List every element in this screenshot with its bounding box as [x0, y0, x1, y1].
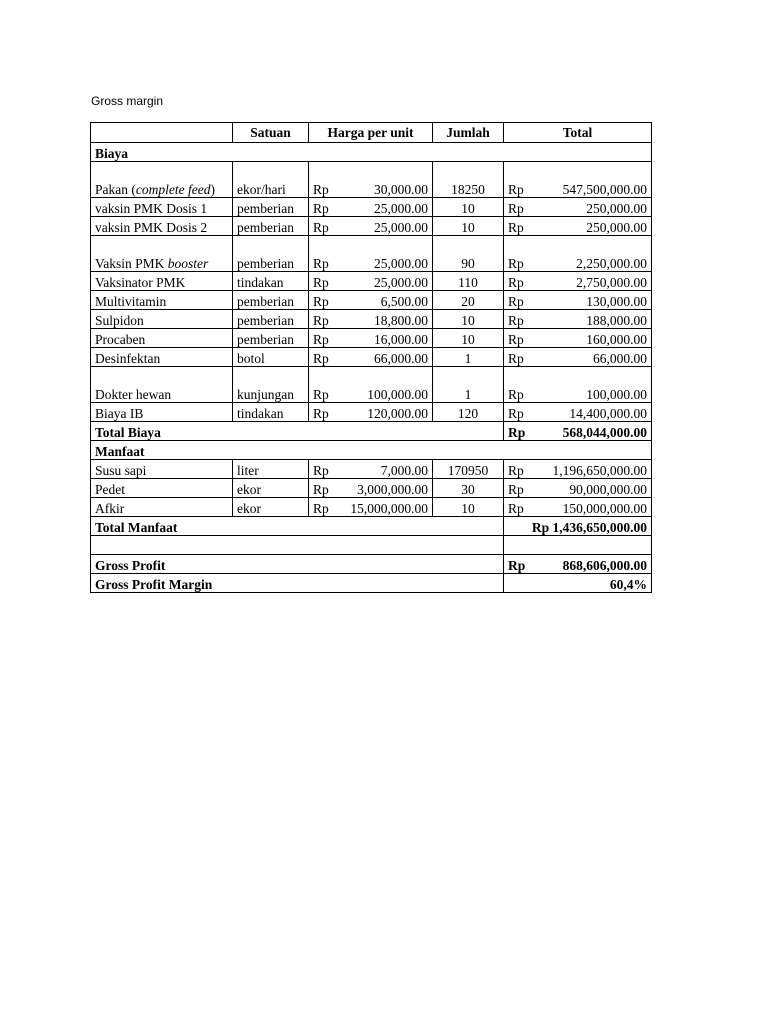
table-row — [91, 291, 652, 310]
gross-profit-margin-row — [91, 574, 652, 593]
currency-label: Rp — [508, 482, 524, 497]
satuan-cell: pemberian — [233, 329, 309, 348]
total-cell-amount: 250,000.00 — [586, 220, 647, 235]
total-cell-amount: 14,400,000.00 — [569, 406, 647, 421]
currency-label: Rp — [313, 482, 329, 497]
item-name: Biaya IB — [95, 406, 144, 421]
total-cell-amount: 188,000.00 — [586, 313, 647, 328]
harga-cell-amount: 3,000,000.00 — [357, 482, 428, 497]
gross-profit-value — [504, 555, 652, 574]
table-row — [91, 310, 652, 329]
jumlah-cell: 110 — [433, 272, 504, 291]
total-cell — [504, 217, 652, 236]
total-cell-amount: 2,250,000.00 — [576, 256, 647, 271]
total-cell-amount: 100,000.00 — [586, 387, 647, 402]
total-cell-money — [508, 275, 647, 290]
section-label: Manfaat — [91, 441, 652, 460]
gross-profit-margin-value: 60,4% — [504, 574, 652, 593]
table-row — [91, 460, 652, 479]
total-cell-money — [508, 294, 647, 309]
total-cell-money — [508, 201, 647, 216]
harga-cell-money — [313, 294, 428, 309]
currency-label: Rp — [508, 313, 524, 328]
total-biaya-value-money — [508, 425, 647, 440]
item-name: Vaksinator PMK — [95, 275, 186, 290]
item-name: Procaben — [95, 332, 146, 347]
total-cell — [504, 198, 652, 217]
harga-cell-amount: 66,000.00 — [374, 351, 428, 366]
total-cell-amount: 547,500,000.00 — [562, 182, 647, 197]
satuan-cell: pemberian — [233, 217, 309, 236]
item-name: vaksin PMK Dosis 1 — [95, 201, 208, 216]
total-cell — [504, 291, 652, 310]
item-cell — [91, 348, 233, 367]
blank-cell — [91, 536, 504, 555]
header-total: Total — [504, 123, 652, 143]
header-row — [91, 123, 652, 143]
item-cell — [91, 236, 233, 272]
total-cell-money — [508, 182, 647, 197]
item-name: vaksin PMK Dosis 2 — [95, 220, 208, 235]
harga-cell-amount: 15,000,000.00 — [350, 501, 428, 516]
item-name-end: ) — [210, 182, 215, 197]
currency-label: Rp — [508, 256, 524, 271]
header-jumlah: Jumlah — [433, 123, 504, 143]
total-cell-amount: 66,000.00 — [593, 351, 647, 366]
item-cell — [91, 272, 233, 291]
item-name: Dokter hewan — [95, 387, 172, 402]
jumlah-cell: 10 — [433, 217, 504, 236]
currency-label: Rp — [508, 463, 524, 478]
item-name: Multivitamin — [95, 294, 167, 309]
harga-cell-money — [313, 182, 428, 197]
total-cell-amount: 2,750,000.00 — [576, 275, 647, 290]
gross-profit-value-amount: 868,606,000.00 — [562, 558, 647, 573]
total-biaya-value-amount: 568,044,000.00 — [562, 425, 647, 440]
total-cell — [504, 310, 652, 329]
item-name: Sulpidon — [95, 313, 144, 328]
currency-label: Rp — [313, 501, 329, 516]
table-row — [91, 348, 652, 367]
currency-label: Rp — [508, 558, 526, 573]
gross-profit-margin-label: Gross Profit Margin — [91, 574, 504, 593]
total-manfaat-value: Rp 1,436,650,000.00 — [504, 517, 652, 536]
total-cell-money — [508, 332, 647, 347]
item-name: Pakan ( — [95, 182, 136, 197]
currency-label: Rp — [313, 387, 329, 402]
satuan-cell: ekor/hari — [233, 162, 309, 198]
item-name-italic: booster — [167, 256, 209, 271]
harga-cell-money — [313, 463, 428, 478]
item-cell — [91, 367, 233, 403]
gross-margin-table — [90, 122, 652, 593]
table-row — [91, 272, 652, 291]
blank-cell — [504, 536, 652, 555]
item-cell — [91, 498, 233, 517]
total-cell — [504, 479, 652, 498]
total-cell — [504, 367, 652, 403]
jumlah-cell: 30 — [433, 479, 504, 498]
item-name: Vaksin PMK — [95, 256, 168, 271]
total-cell — [504, 348, 652, 367]
gross-profit-label: Gross Profit — [91, 555, 504, 574]
currency-label: Rp — [313, 256, 329, 271]
harga-cell-money — [313, 220, 428, 235]
jumlah-cell: 10 — [433, 310, 504, 329]
jumlah-cell: 10 — [433, 329, 504, 348]
item-cell — [91, 460, 233, 479]
currency-label: Rp — [313, 332, 329, 347]
header-item — [91, 123, 233, 143]
table-row — [91, 498, 652, 517]
satuan-cell: ekor — [233, 498, 309, 517]
currency-label: Rp — [508, 182, 524, 197]
total-cell-money — [508, 463, 647, 478]
section-biaya — [91, 143, 652, 162]
jumlah-cell: 18250 — [433, 162, 504, 198]
satuan-cell: pemberian — [233, 291, 309, 310]
total-cell-amount: 1,196,650,000.00 — [552, 463, 647, 478]
currency-label: Rp — [313, 406, 329, 421]
satuan-cell: kunjungan — [233, 367, 309, 403]
harga-cell-amount: 120,000.00 — [367, 406, 428, 421]
item-cell — [91, 291, 233, 310]
currency-label: Rp — [508, 275, 524, 290]
jumlah-cell: 10 — [433, 498, 504, 517]
harga-cell-money — [313, 387, 428, 402]
satuan-cell: tindakan — [233, 403, 309, 422]
harga-cell — [309, 310, 433, 329]
jumlah-cell: 1 — [433, 367, 504, 403]
total-cell-amount: 160,000.00 — [586, 332, 647, 347]
harga-cell — [309, 162, 433, 198]
harga-cell-amount: 6,500.00 — [380, 294, 428, 309]
currency-label: Rp — [508, 220, 524, 235]
total-biaya-row — [91, 422, 652, 441]
harga-cell-amount: 25,000.00 — [374, 201, 428, 216]
total-manfaat-label: Total Manfaat — [91, 517, 504, 536]
currency-label: Rp — [313, 220, 329, 235]
harga-cell-amount: 18,800.00 — [374, 313, 428, 328]
total-manfaat-row — [91, 517, 652, 536]
table-row — [91, 479, 652, 498]
currency-label: Rp — [508, 332, 524, 347]
harga-cell-amount: 25,000.00 — [374, 256, 428, 271]
total-cell — [504, 460, 652, 479]
currency-label: Rp — [313, 463, 329, 478]
harga-cell-money — [313, 201, 428, 216]
blank-row — [91, 536, 652, 555]
harga-cell-amount: 7,000.00 — [380, 463, 428, 478]
currency-label: Rp — [508, 501, 524, 516]
harga-cell-money — [313, 482, 428, 497]
currency-label: Rp — [508, 201, 524, 216]
item-name: Pedet — [95, 482, 125, 497]
item-cell — [91, 479, 233, 498]
harga-cell-amount: 100,000.00 — [367, 387, 428, 402]
gross-profit-row — [91, 555, 652, 574]
currency-label: Rp — [313, 294, 329, 309]
satuan-cell: pemberian — [233, 310, 309, 329]
harga-cell-money — [313, 313, 428, 328]
table-row — [91, 403, 652, 422]
total-cell-money — [508, 387, 647, 402]
item-cell — [91, 217, 233, 236]
harga-cell-money — [313, 256, 428, 271]
jumlah-cell: 1 — [433, 348, 504, 367]
section-label: Biaya — [91, 143, 652, 162]
item-cell — [91, 329, 233, 348]
harga-cell-money — [313, 332, 428, 347]
item-name: Afkir — [95, 501, 125, 516]
harga-cell-amount: 25,000.00 — [374, 220, 428, 235]
total-cell — [504, 498, 652, 517]
harga-cell — [309, 479, 433, 498]
currency-label: Rp — [508, 406, 524, 421]
total-cell-money — [508, 406, 647, 421]
total-cell-money — [508, 351, 647, 366]
item-name: Susu sapi — [95, 463, 147, 478]
harga-cell — [309, 498, 433, 517]
jumlah-cell: 10 — [433, 198, 504, 217]
currency-label: Rp — [313, 182, 329, 197]
total-cell-amount: 150,000,000.00 — [562, 501, 647, 516]
currency-label: Rp — [313, 351, 329, 366]
total-cell-amount: 90,000,000.00 — [569, 482, 647, 497]
total-cell-money — [508, 501, 647, 516]
harga-cell — [309, 217, 433, 236]
harga-cell-amount: 25,000.00 — [374, 275, 428, 290]
page-heading: Gross margin — [91, 94, 164, 108]
satuan-cell: pemberian — [233, 198, 309, 217]
harga-cell — [309, 367, 433, 403]
harga-cell — [309, 291, 433, 310]
satuan-cell: pemberian — [233, 236, 309, 272]
currency-label: Rp — [508, 351, 524, 366]
table-row — [91, 198, 652, 217]
header-harga: Harga per unit — [309, 123, 433, 143]
satuan-cell: liter — [233, 460, 309, 479]
item-cell — [91, 162, 233, 198]
harga-cell — [309, 329, 433, 348]
total-biaya-value — [504, 422, 652, 441]
currency-label: Rp — [508, 425, 526, 440]
currency-label: Rp — [508, 387, 524, 402]
harga-cell — [309, 460, 433, 479]
harga-cell-money — [313, 275, 428, 290]
table-row — [91, 162, 652, 198]
total-cell — [504, 272, 652, 291]
table-row — [91, 329, 652, 348]
harga-cell-money — [313, 406, 428, 421]
total-cell-amount: 130,000.00 — [586, 294, 647, 309]
table-row — [91, 236, 652, 272]
satuan-cell: ekor — [233, 479, 309, 498]
harga-cell-amount: 30,000.00 — [374, 182, 428, 197]
jumlah-cell: 120 — [433, 403, 504, 422]
table-row — [91, 217, 652, 236]
item-cell — [91, 310, 233, 329]
total-cell — [504, 236, 652, 272]
harga-cell — [309, 236, 433, 272]
total-cell-money — [508, 220, 647, 235]
header-satuan: Satuan — [233, 123, 309, 143]
jumlah-cell: 20 — [433, 291, 504, 310]
harga-cell — [309, 272, 433, 291]
harga-cell — [309, 403, 433, 422]
item-cell — [91, 198, 233, 217]
gross-profit-value-money — [508, 558, 647, 573]
item-name: Desinfektan — [95, 351, 161, 366]
jumlah-cell: 90 — [433, 236, 504, 272]
currency-label: Rp — [508, 294, 524, 309]
table-row — [91, 367, 652, 403]
jumlah-cell: 170950 — [433, 460, 504, 479]
section-manfaat — [91, 441, 652, 460]
satuan-cell: tindakan — [233, 272, 309, 291]
total-cell — [504, 162, 652, 198]
harga-cell — [309, 198, 433, 217]
harga-cell-money — [313, 501, 428, 516]
harga-cell-amount: 16,000.00 — [374, 332, 428, 347]
total-cell-money — [508, 482, 647, 497]
total-cell — [504, 403, 652, 422]
currency-label: Rp — [313, 275, 329, 290]
total-cell-money — [508, 256, 647, 271]
total-cell-money — [508, 313, 647, 328]
currency-label: Rp — [313, 201, 329, 216]
total-cell — [504, 329, 652, 348]
harga-cell — [309, 348, 433, 367]
total-biaya-label: Total Biaya — [91, 422, 504, 441]
total-cell-amount: 250,000.00 — [586, 201, 647, 216]
currency-label: Rp — [313, 313, 329, 328]
item-name-italic: complete feed — [135, 182, 211, 197]
satuan-cell: botol — [233, 348, 309, 367]
item-cell — [91, 403, 233, 422]
harga-cell-money — [313, 351, 428, 366]
